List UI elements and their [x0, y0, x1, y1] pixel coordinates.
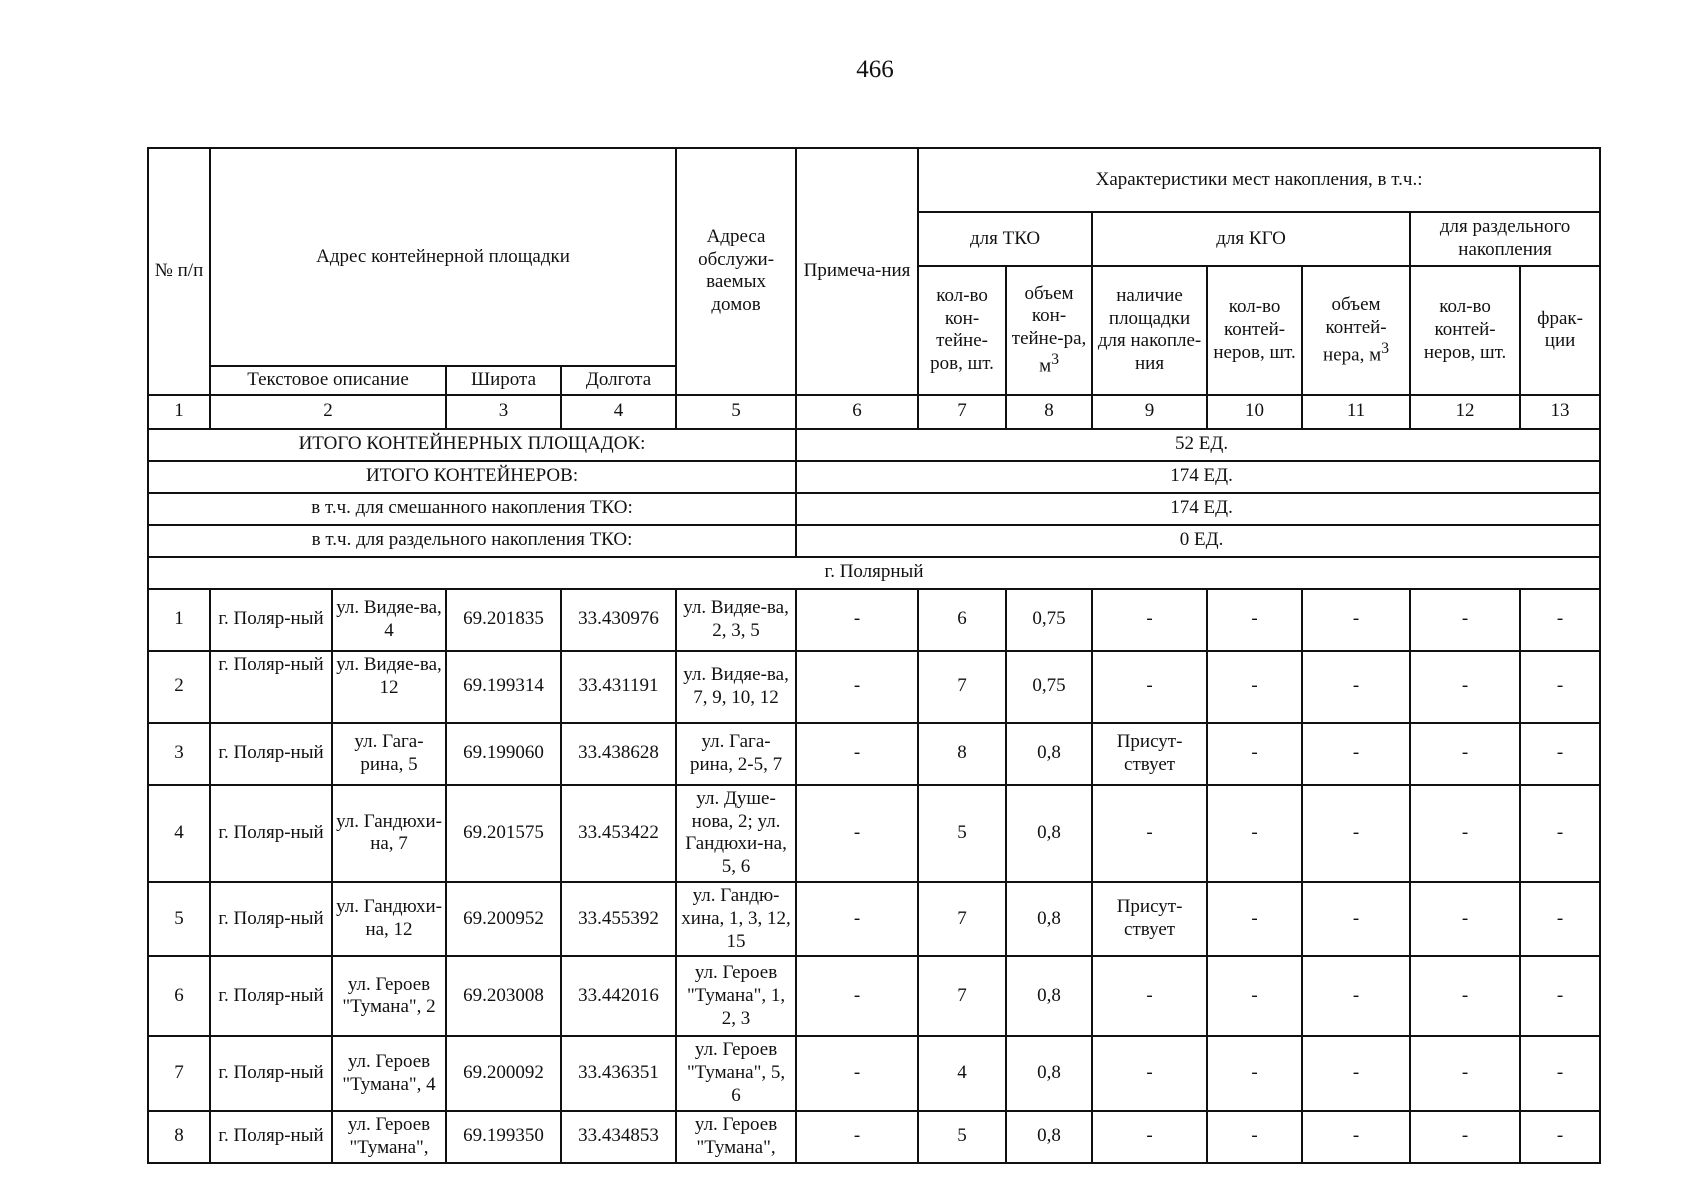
header-tko: для ТКО	[918, 212, 1092, 266]
summary-row	[148, 493, 1600, 525]
cell-c13: -	[1520, 651, 1600, 723]
cell-c9: -	[1092, 956, 1207, 1036]
cell-c13: -	[1520, 723, 1600, 785]
header-c10: кол-во контей-неров, шт.	[1207, 266, 1302, 395]
col-number: 6	[796, 395, 918, 429]
cell-note: -	[796, 956, 918, 1036]
cell-note: -	[796, 723, 918, 785]
cell-lat: 69.199350	[446, 1111, 561, 1163]
summary-row	[148, 461, 1600, 493]
cell-c12: -	[1410, 785, 1520, 882]
cell-c8: 0,75	[1006, 589, 1092, 651]
cell-c12: -	[1410, 651, 1520, 723]
cell-c10: -	[1207, 589, 1302, 651]
header-address-group: Адрес контейнерной площадки	[210, 148, 676, 366]
cell-lon: 33.434853	[561, 1111, 676, 1163]
cell-c10: -	[1207, 1036, 1302, 1110]
cell-lon: 33.455392	[561, 882, 676, 956]
cell-c13: -	[1520, 882, 1600, 956]
summary-row	[148, 429, 1600, 461]
cell-c8: 0,8	[1006, 723, 1092, 785]
header-c7: кол-во кон-тейне-ров, шт.	[918, 266, 1006, 395]
summary-value: 174 ЕД.	[796, 493, 1600, 525]
cell-lon: 33.431191	[561, 651, 676, 723]
page-number: 466	[856, 56, 894, 83]
cell-c13: -	[1520, 1111, 1600, 1163]
summary-label: в т.ч. для смешанного накопления ТКО:	[148, 493, 796, 525]
table-row	[148, 723, 1600, 785]
cell-c12: -	[1410, 1036, 1520, 1110]
cell-lat: 69.201575	[446, 785, 561, 882]
cell-num: 2	[148, 651, 210, 723]
cell-c11: -	[1302, 956, 1410, 1036]
cell-c7: 7	[918, 956, 1006, 1036]
cell-c7: 5	[918, 785, 1006, 882]
section-title: г. Полярный	[148, 557, 1600, 589]
cell-num: 3	[148, 723, 210, 785]
cell-lon: 33.436351	[561, 1036, 676, 1110]
cell-c7: 4	[918, 1036, 1006, 1110]
col-number: 11	[1302, 395, 1410, 429]
cell-c10: -	[1207, 723, 1302, 785]
cell-lon: 33.453422	[561, 785, 676, 882]
cell-city: г. Поляр-ный	[210, 723, 332, 785]
cell-c9: -	[1092, 651, 1207, 723]
cell-c11: -	[1302, 589, 1410, 651]
col-number: 9	[1092, 395, 1207, 429]
cell-served: ул. Видяе-ва, 7, 9, 10, 12	[676, 651, 796, 723]
cell-c9: Присут-ствует	[1092, 723, 1207, 785]
cell-c8: 0,75	[1006, 651, 1092, 723]
cell-c7: 7	[918, 882, 1006, 956]
cell-c10: -	[1207, 785, 1302, 882]
cell-street: ул. Видяе-ва, 4	[332, 589, 446, 651]
summary-label: ИТОГО КОНТЕЙНЕРОВ:	[148, 461, 796, 493]
summary-label: ИТОГО КОНТЕЙНЕРНЫХ ПЛОЩАДОК:	[148, 429, 796, 461]
cell-c10: -	[1207, 956, 1302, 1036]
cell-c12: -	[1410, 589, 1520, 651]
cell-c10: -	[1207, 882, 1302, 956]
cell-note: -	[796, 882, 918, 956]
cell-c10: -	[1207, 1111, 1302, 1163]
col-number: 12	[1410, 395, 1520, 429]
cell-c13: -	[1520, 785, 1600, 882]
registry-table	[147, 147, 1601, 1164]
cell-lat: 69.199314	[446, 651, 561, 723]
cell-city: г. Поляр-ный	[210, 785, 332, 882]
cell-num: 5	[148, 882, 210, 956]
cell-street: ул. Героев "Тумана", 4	[332, 1036, 446, 1110]
cell-num: 8	[148, 1111, 210, 1163]
cell-street: ул. Героев "Тумана",	[332, 1111, 446, 1163]
cell-c7: 8	[918, 723, 1006, 785]
cell-served: ул. Героев "Тумана",	[676, 1111, 796, 1163]
cell-note: -	[796, 589, 918, 651]
summary-value: 0 ЕД.	[796, 525, 1600, 557]
cell-served: ул. Героев "Тумана", 5, 6	[676, 1036, 796, 1110]
summary-label: в т.ч. для раздельного накопления ТКО:	[148, 525, 796, 557]
header-lat: Широта	[446, 366, 561, 395]
cell-c10: -	[1207, 651, 1302, 723]
table-row	[148, 882, 1600, 956]
cell-lon: 33.442016	[561, 956, 676, 1036]
summary-row	[148, 525, 1600, 557]
col-number: 2	[210, 395, 446, 429]
col-number: 8	[1006, 395, 1092, 429]
cell-served: ул. Видяе-ва, 2, 3, 5	[676, 589, 796, 651]
cell-c9: -	[1092, 589, 1207, 651]
cell-c11: -	[1302, 785, 1410, 882]
cell-city: г. Поляр-ный	[210, 651, 332, 723]
header-separate: для раздельного накопления	[1410, 212, 1600, 266]
cell-c9: -	[1092, 1111, 1207, 1163]
cell-note: -	[796, 1036, 918, 1110]
col-number: 7	[918, 395, 1006, 429]
header-characteristics: Характеристики мест накопления, в т.ч.:	[918, 148, 1600, 212]
cell-street: ул. Гандюхи-на, 7	[332, 785, 446, 882]
table-row	[148, 1036, 1600, 1110]
cell-c12: -	[1410, 956, 1520, 1036]
summary-value: 52 ЕД.	[796, 429, 1600, 461]
cell-c12: -	[1410, 723, 1520, 785]
cell-lon: 33.430976	[561, 589, 676, 651]
cell-c13: -	[1520, 589, 1600, 651]
header-c11: объем контей-нера, $м^3$	[1302, 266, 1410, 395]
cell-note: -	[796, 651, 918, 723]
cell-c9: -	[1092, 1036, 1207, 1110]
header-served: Адреса обслужи-ваемых домов	[676, 148, 796, 395]
header-c8: объем кон-тейне-ра, $м^3$	[1006, 266, 1092, 395]
cell-lat: 69.201835	[446, 589, 561, 651]
cell-lon: 33.438628	[561, 723, 676, 785]
cell-street: ул. Героев "Тумана", 2	[332, 956, 446, 1036]
summary-value: 174 ЕД.	[796, 461, 1600, 493]
table-row	[148, 651, 1600, 723]
table-row	[148, 1111, 1600, 1163]
cell-c9: Присут-ствует	[1092, 882, 1207, 956]
table-row	[148, 956, 1600, 1036]
cell-num: 4	[148, 785, 210, 882]
cell-c8: 0,8	[1006, 1111, 1092, 1163]
cell-note: -	[796, 785, 918, 882]
header-kgo: для КГО	[1092, 212, 1410, 266]
cell-c8: 0,8	[1006, 1036, 1092, 1110]
cell-served: ул. Гага-рина, 2-5, 7	[676, 723, 796, 785]
cell-c13: -	[1520, 956, 1600, 1036]
cell-city: г. Поляр-ный	[210, 1036, 332, 1110]
cell-c7: 6	[918, 589, 1006, 651]
col-number: 4	[561, 395, 676, 429]
header-text-desc: Текстовое описание	[210, 366, 446, 395]
cell-city: г. Поляр-ный	[210, 882, 332, 956]
cell-c11: -	[1302, 1111, 1410, 1163]
cell-served: ул. Гандю-хина, 1, 3, 12, 15	[676, 882, 796, 956]
cell-note: -	[796, 1111, 918, 1163]
cell-street: ул. Гандюхи-на, 12	[332, 882, 446, 956]
cell-lat: 69.199060	[446, 723, 561, 785]
header-num: № п/п	[148, 148, 210, 395]
cell-c11: -	[1302, 882, 1410, 956]
cell-city: г. Поляр-ный	[210, 589, 332, 651]
cell-c8: 0,8	[1006, 785, 1092, 882]
cell-c8: 0,8	[1006, 956, 1092, 1036]
cell-city: г. Поляр-ный	[210, 956, 332, 1036]
cell-c12: -	[1410, 1111, 1520, 1163]
cell-street: ул. Видяе-ва, 12	[332, 651, 446, 723]
cell-c13: -	[1520, 1036, 1600, 1110]
cell-served: ул. Душе-нова, 2; ул. Гандюхи-на, 5, 6	[676, 785, 796, 882]
cell-c7: 5	[918, 1111, 1006, 1163]
cell-num: 7	[148, 1036, 210, 1110]
table-row	[148, 589, 1600, 651]
cell-c11: -	[1302, 723, 1410, 785]
header-note: Примеча-ния	[796, 148, 918, 395]
cell-c7: 7	[918, 651, 1006, 723]
col-number: 3	[446, 395, 561, 429]
cell-lat: 69.200092	[446, 1036, 561, 1110]
col-number: 5	[676, 395, 796, 429]
cell-c11: -	[1302, 651, 1410, 723]
cell-street: ул. Гага-рина, 5	[332, 723, 446, 785]
header-c9: наличие площадки для накопле-ния	[1092, 266, 1207, 395]
section-row	[148, 557, 1600, 589]
cell-num: 6	[148, 956, 210, 1036]
column-numbers-row	[148, 395, 1600, 429]
cell-c12: -	[1410, 882, 1520, 956]
table-row	[148, 785, 1600, 882]
cell-num: 1	[148, 589, 210, 651]
col-number: 10	[1207, 395, 1302, 429]
header-c13: фрак-ции	[1520, 266, 1600, 395]
cell-c8: 0,8	[1006, 882, 1092, 956]
cell-city: г. Поляр-ный	[210, 1111, 332, 1163]
cell-lat: 69.203008	[446, 956, 561, 1036]
cell-c9: -	[1092, 785, 1207, 882]
header-c12: кол-во контей-неров, шт.	[1410, 266, 1520, 395]
col-number: 13	[1520, 395, 1600, 429]
cell-served: ул. Героев "Тумана", 1, 2, 3	[676, 956, 796, 1036]
cell-c11: -	[1302, 1036, 1410, 1110]
cell-lat: 69.200952	[446, 882, 561, 956]
col-number: 1	[148, 395, 210, 429]
header-lon: Долгота	[561, 366, 676, 395]
